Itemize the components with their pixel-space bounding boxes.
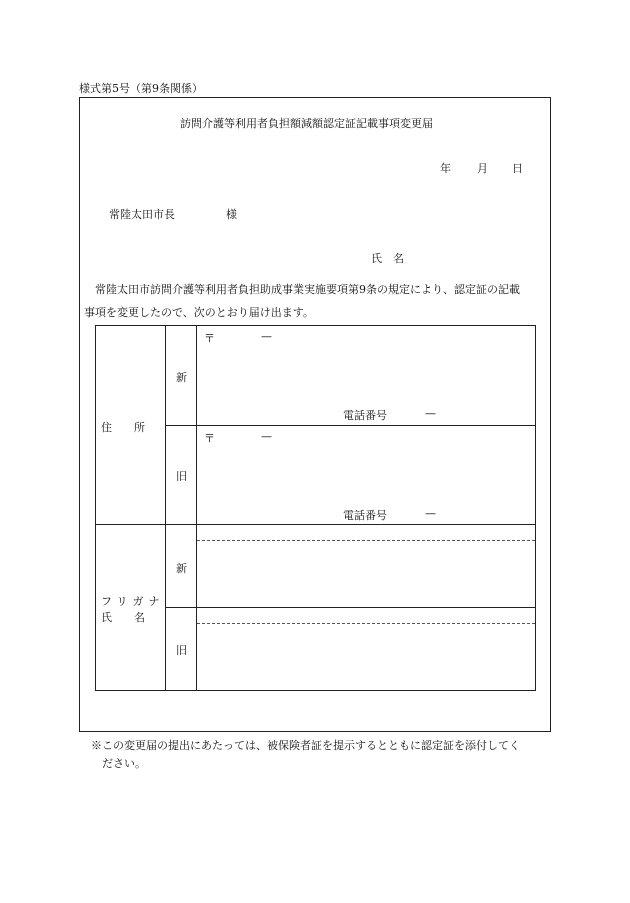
new-phone-label: 電話番号 xyxy=(343,409,387,422)
applicant-name-label: 氏 名 xyxy=(371,252,404,265)
address-old-label: 旧 xyxy=(176,470,187,483)
old-postal-mark: 〒 xyxy=(204,432,215,445)
note-line-2: ださい。 xyxy=(102,757,146,770)
table-divider-h1 xyxy=(165,425,536,426)
body-text-line-1: 常陸太田市訪問介護等利用者負担助成事業実施要項第9条の規定により、認定証の記載 xyxy=(95,283,520,296)
date-day: 日 xyxy=(512,162,523,175)
furigana-dashed-line-new xyxy=(197,540,535,541)
change-table xyxy=(95,325,536,691)
old-postal-dash: — xyxy=(261,430,272,443)
table-divider-v2 xyxy=(196,325,197,691)
date-month: 月 xyxy=(477,162,488,175)
new-postal-dash: — xyxy=(261,330,272,343)
furigana-label: フリガナ xyxy=(101,595,165,608)
new-phone-dash: — xyxy=(425,407,436,420)
form-number: 様式第5号（第9条関係） xyxy=(79,82,203,95)
furigana-dashed-line-old xyxy=(197,623,535,624)
date-year: 年 xyxy=(440,162,451,175)
addressee-name: 常陸太田市長 xyxy=(109,208,175,221)
addressee-honorific: 様 xyxy=(226,208,237,221)
note-line-1: ※この変更届の提出にあたっては、被保険者証を提示するとともに認定証を添付してく xyxy=(91,739,520,752)
name-old-label: 旧 xyxy=(176,644,187,657)
name-label: 氏 名 xyxy=(101,611,145,624)
new-postal-mark: 〒 xyxy=(204,332,215,345)
table-divider-h2 xyxy=(95,524,536,525)
address-label: 住 所 xyxy=(101,421,145,434)
address-new-label: 新 xyxy=(176,371,187,384)
old-phone-label: 電話番号 xyxy=(343,509,387,522)
body-text-line-2: 事項を変更したので、次のとおり届け出ます。 xyxy=(84,306,314,319)
name-new-label: 新 xyxy=(176,562,187,575)
form-title: 訪問介護等利用者負担額減額認定証記載事項変更届 xyxy=(180,117,433,130)
table-divider-h3 xyxy=(165,607,536,608)
old-phone-dash: — xyxy=(425,507,436,520)
table-divider-v1 xyxy=(165,325,166,691)
